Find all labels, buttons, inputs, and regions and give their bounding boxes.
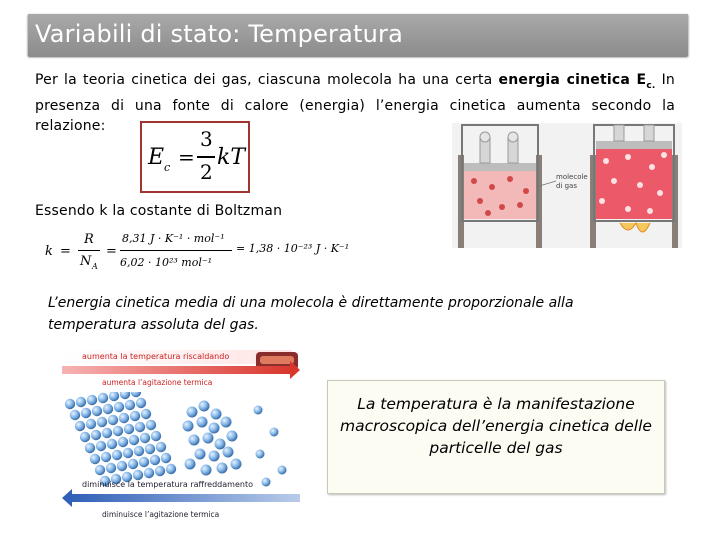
particle bbox=[123, 448, 133, 458]
particle bbox=[256, 450, 265, 459]
gas-particles bbox=[254, 406, 287, 487]
particle bbox=[87, 395, 97, 405]
liquid-cluster bbox=[183, 401, 242, 476]
particle bbox=[109, 392, 119, 401]
particle bbox=[187, 407, 198, 418]
particle bbox=[108, 415, 118, 425]
particle bbox=[92, 406, 102, 416]
particle bbox=[80, 432, 90, 442]
boltzmann-text: Essendo k la costante di Boltzman bbox=[35, 203, 283, 219]
particle bbox=[130, 411, 140, 421]
k-frac-bar-2 bbox=[120, 250, 232, 251]
gas-heating-illustration bbox=[452, 123, 682, 248]
particle bbox=[101, 452, 111, 462]
particle bbox=[150, 455, 160, 465]
particle bbox=[65, 399, 75, 409]
particle bbox=[195, 449, 206, 460]
k-den: 6,02 · 10²³ mol⁻¹ bbox=[120, 256, 213, 269]
intro-text-2: In presenza di una fonte di calore (energia) l’energia cinetica aumenta secondo la relazione: bbox=[35, 72, 675, 134]
cooling-banner-2: diminuisce l’agitazione termica bbox=[102, 510, 220, 519]
formula-ec-sub: c bbox=[164, 161, 171, 174]
heating-banner-2: aumenta l’agitazione termica bbox=[102, 378, 213, 387]
particle bbox=[102, 428, 112, 438]
k-NA-sub: A bbox=[92, 262, 98, 271]
particle bbox=[140, 433, 150, 443]
conclusion-text: La temperatura è la manifestazione macroscopica dell’energia cinetica delle particelle del gas bbox=[340, 395, 652, 457]
particle bbox=[203, 433, 214, 444]
particle bbox=[76, 397, 86, 407]
red-arrowhead bbox=[290, 361, 300, 379]
particle bbox=[221, 417, 232, 428]
k-num: 8,31 J · K⁻¹ · mol⁻¹ bbox=[122, 232, 225, 245]
particle bbox=[151, 431, 161, 441]
kinetic-energy-formula bbox=[140, 121, 250, 193]
formula-ec-numerator: 3 bbox=[200, 127, 213, 151]
particle bbox=[155, 466, 165, 476]
particle bbox=[254, 406, 263, 415]
particle bbox=[156, 442, 166, 452]
gas-label: molecole bbox=[556, 173, 588, 181]
formula-ec-lhs: E bbox=[148, 145, 165, 170]
particle bbox=[166, 464, 176, 474]
particle bbox=[107, 439, 117, 449]
heating-banner: aumenta la temperatura riscaldando bbox=[62, 350, 292, 364]
proportionality-statement: L’energia cinetica media di una molecola è direttamente proporzionale alla temperatura assoluta del gas. bbox=[48, 295, 574, 333]
k-result: = 1,38 · 10⁻²³ J · K⁻¹ bbox=[236, 242, 350, 255]
particle bbox=[278, 466, 287, 475]
particle bbox=[135, 422, 145, 432]
particle bbox=[95, 465, 105, 475]
particle bbox=[209, 451, 220, 462]
particle bbox=[131, 392, 141, 397]
conclusion-box bbox=[327, 380, 665, 494]
particle bbox=[117, 461, 127, 471]
piston-right bbox=[596, 141, 672, 149]
particle bbox=[120, 392, 130, 399]
particle bbox=[125, 400, 135, 410]
particle bbox=[227, 431, 238, 442]
formula-ec-rhs: kT bbox=[217, 145, 246, 170]
particle bbox=[189, 435, 200, 446]
k-frac-bar-1 bbox=[78, 250, 100, 251]
cooling-banner: diminuisce la temperatura raffreddamento bbox=[82, 480, 253, 489]
particle bbox=[136, 398, 146, 408]
particle bbox=[70, 410, 80, 420]
particle bbox=[91, 430, 101, 440]
particle bbox=[96, 441, 106, 451]
fraction-bar bbox=[197, 156, 215, 158]
particle bbox=[215, 439, 226, 450]
particle bbox=[98, 393, 108, 403]
particle bbox=[270, 428, 279, 437]
solid-lattice bbox=[65, 392, 176, 486]
intro-bold-sub: c. bbox=[646, 80, 656, 91]
blue-arrowhead bbox=[62, 489, 72, 507]
k-eq1: = bbox=[60, 244, 71, 259]
intro-text-1: Per la teoria cinetica dei gas, ciascuna molecola ha una certa bbox=[35, 72, 499, 88]
particle bbox=[75, 421, 85, 431]
red-arrow bbox=[62, 366, 292, 374]
particle bbox=[85, 443, 95, 453]
particle bbox=[211, 409, 222, 420]
particle bbox=[118, 437, 128, 447]
particle bbox=[223, 447, 234, 458]
particle bbox=[183, 421, 194, 432]
piston-left bbox=[464, 163, 536, 171]
particle bbox=[134, 446, 144, 456]
particle bbox=[197, 417, 208, 428]
k-symbol: k bbox=[45, 244, 53, 259]
particle bbox=[119, 413, 129, 423]
particle bbox=[86, 419, 96, 429]
particle bbox=[217, 463, 228, 474]
particle bbox=[209, 423, 220, 434]
thermal-agitation-diagram bbox=[62, 348, 300, 524]
particle bbox=[113, 426, 123, 436]
particle bbox=[128, 459, 138, 469]
slide-title: Variabili di stato: Temperatura bbox=[35, 20, 404, 48]
particle bbox=[144, 468, 154, 478]
intro-bold bbox=[498, 72, 656, 91]
particle bbox=[129, 435, 139, 445]
particle bbox=[161, 453, 171, 463]
particle bbox=[146, 420, 156, 430]
svg-text:di gas: di gas bbox=[556, 182, 577, 190]
title-bar bbox=[28, 14, 688, 56]
boltzmann-formula bbox=[40, 228, 390, 276]
k-R: R bbox=[84, 232, 94, 247]
particle bbox=[114, 402, 124, 412]
intro-bold-text: energia cinetica E bbox=[498, 72, 647, 88]
particle bbox=[141, 409, 151, 419]
particle bbox=[112, 450, 122, 460]
particle bbox=[97, 417, 107, 427]
particle bbox=[185, 459, 196, 470]
particle bbox=[106, 463, 116, 473]
particle bbox=[124, 424, 134, 434]
particle bbox=[103, 404, 113, 414]
k-NA: N bbox=[80, 254, 92, 269]
particle bbox=[90, 454, 100, 464]
particle bbox=[145, 444, 155, 454]
formula-ec-denominator: 2 bbox=[200, 160, 213, 184]
formula-ec-equals: = bbox=[178, 145, 195, 169]
k-eq2: = bbox=[106, 244, 117, 259]
particle bbox=[81, 408, 91, 418]
particle bbox=[231, 459, 242, 470]
blue-arrow bbox=[70, 494, 300, 502]
particle bbox=[201, 465, 212, 476]
particle bbox=[139, 457, 149, 467]
particle bbox=[199, 401, 210, 412]
